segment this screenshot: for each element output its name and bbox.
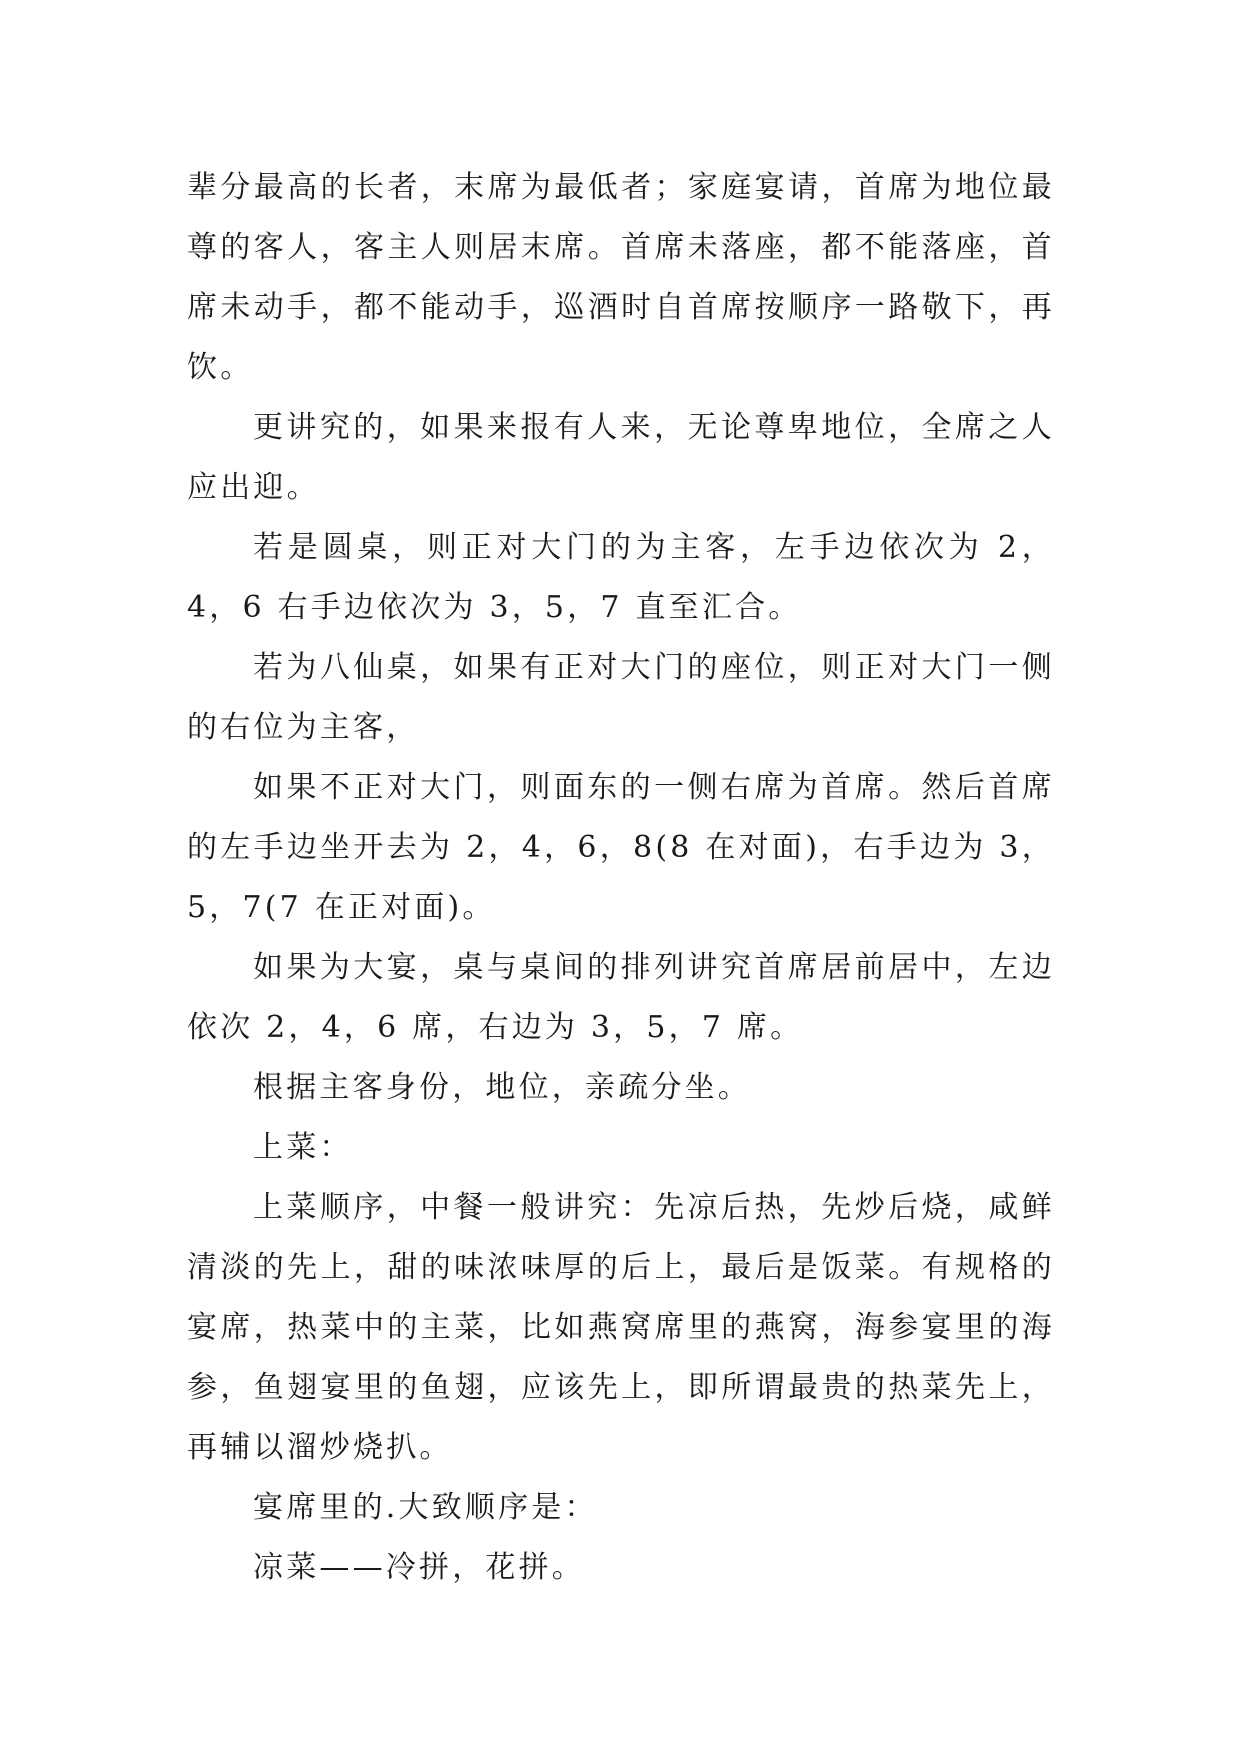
paragraph-9: 上菜顺序，中餐一般讲究：先凉后热，先炒后烧，咸鲜清淡的先上，甜的味浓味厚的后上，最后是饭菜。有规格的宴席，热菜中的主菜，比如燕窝席里的燕窝，海参宴里的海参，鱼翅宴里的鱼翅，应该先上，即所谓最贵的热菜先上，再辅以溜炒烧扒。 [187, 1190, 1055, 1465]
paragraph-11: 凉菜——冷拼，花拼。 [253, 1550, 585, 1585]
paragraph-4: 若为八仙桌，如果有正对大门的座位，则正对大门一侧的右位为主客， [187, 650, 1055, 745]
paragraph-10: 宴席里的.大致顺序是： [253, 1490, 598, 1525]
paragraph-1: 辈分最高的长者，末席为最低者；家庭宴请，首席为地位最尊的客人，客主人则居末席。首席未落座，都不能落座，首席未动手，都不能动手，巡酒时自首席按顺序一路敬下，再饮。 [187, 170, 1055, 385]
paragraph-5: 如果不正对大门，则面东的一侧右席为首席。然后首席的左手边坐开去为 2，4，6，8(8 在对面)，右手边为 3，5，7(7 在正对面)。 [187, 770, 1055, 925]
paragraph-6: 如果为大宴，桌与桌间的排列讲究首席居前居中，左边依次 2，4，6 席，右边为 3，5，7 席。 [187, 950, 1055, 1045]
paragraph-3: 若是圆桌，则正对大门的为主客，左手边依次为 2，4，6 右手边依次为 3，5，7 直至汇合。 [187, 530, 1055, 625]
document-body [187, 158, 1055, 1598]
paragraph-2: 更讲究的，如果来报有人来，无论尊卑地位，全席之人应出迎。 [187, 410, 1055, 505]
paragraph-8: 上菜： [253, 1130, 353, 1165]
paragraph-7: 根据主客身份，地位，亲疏分坐。 [253, 1070, 751, 1105]
